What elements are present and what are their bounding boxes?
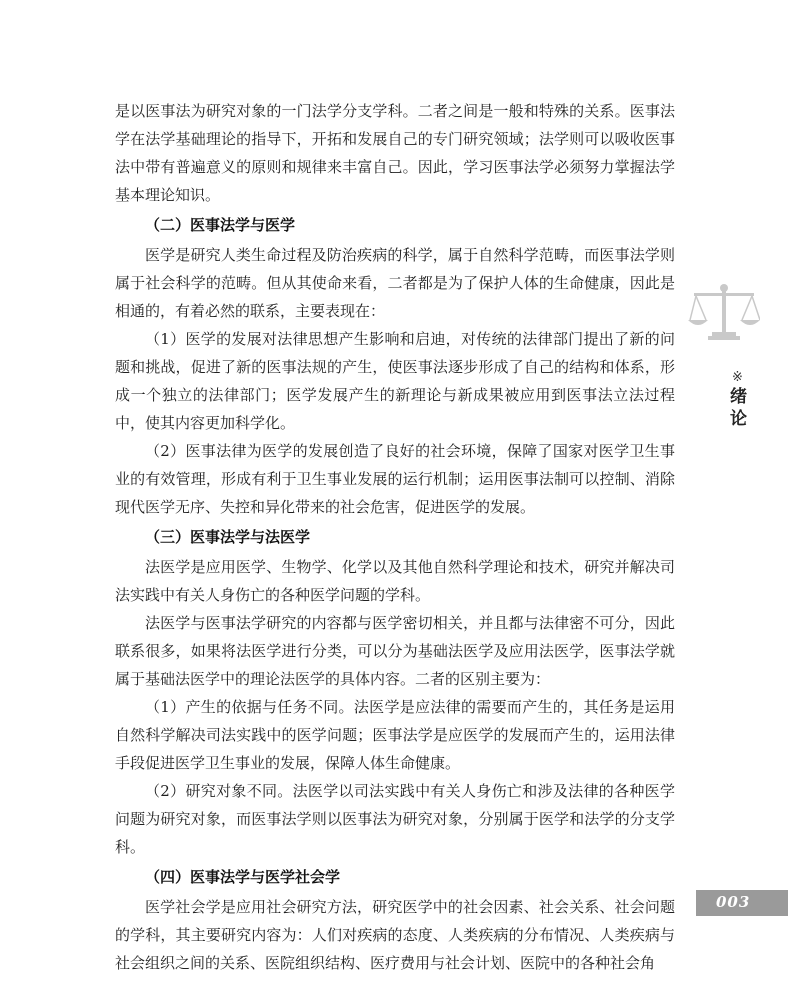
paragraph: 法医学是应用医学、生物学、化学以及其他自然科学理论和技术，研究并解决司法实践中有关人身伤亡的各种医学问题的学科。: [115, 558, 675, 604]
chapter-marker: ※: [732, 370, 743, 385]
paragraph: （1）产生的依据与任务不同。法医学是应法律的需要而产生的，其任务是运用自然科学解决司法实践中的医学问题；医事法学是应医学的发展而产生的，运用法律手段促进医学卫生事业的发展，保障人体生命健康。: [115, 698, 675, 772]
paragraph: （1）医学的发展对法律思想产生影响和启迪，对传统的法律部门提出了新的问题和挑战，促进了新的医事法规的产生，使医事法逐步形成了自己的结构和体系，形成一个独立的法律部门；医学发展产生的新理论与新成果被应用到医事法立法过程中，使其内容更加科学化。: [115, 330, 675, 432]
paragraph: （2）研究对象不同。法医学以司法实践中有关人身伤亡和涉及法律的各种医学问题为研究对象，而医事法学则以医事法为研究对象，分别属于医学和法学的分支学科。: [115, 782, 675, 856]
section-heading: （四）医事法学与医学社会学: [145, 868, 341, 886]
page-content: [115, 97, 675, 977]
chapter-side-tab: [688, 270, 788, 460]
section-heading: （三）医事法学与法医学: [145, 528, 311, 546]
paragraph: 是以医事法为研究对象的一门法学分支学科。二者之间是一般和特殊的关系。医事法学在法学基础理论的指导下，开拓和发展自己的专门研究领域；法学则可以吸收医事法中带有普遍意义的原则和规律来丰富自己。因此，学习医事法学必须努力掌握法学基本理论知识。: [115, 102, 675, 204]
chapter-title-vertical: 绪论: [730, 387, 747, 429]
paragraph: 法医学与医事法学研究的内容都与医学密切相关，并且都与法律密不可分，因此联系很多，如果将法医学进行分类，可以分为基础法医学及应用法医学，医事法学就属于基础法医学中的理论法医学的具体内容。二者的区别主要为：: [115, 614, 675, 688]
scales-of-justice-icon: [688, 282, 760, 344]
page-number-tab: [696, 890, 788, 916]
paragraph: 医学社会学是应用社会研究方法，研究医学中的社会因素、社会关系、社会问题的学科，其主要研究内容为：人们对疾病的态度、人类疾病的分布情况、人类疾病与社会组织之间的关系、医院组织结构、医疗费用与社会计划、医院中的各种社会角: [115, 898, 675, 972]
section-heading: （二）医事法学与医学: [145, 216, 296, 234]
page-number: 003: [716, 893, 751, 911]
paragraph: （2）医事法律为医学的发展创造了良好的社会环境，保障了国家对医学卫生事业的有效管理，形成有利于卫生事业发展的运行机制；运用医事法制可以控制、消除现代医学无序、失控和异化带来的社会危害，促进医学的发展。: [115, 442, 675, 516]
paragraph: 医学是研究人类生命过程及防治疾病的科学，属于自然科学范畴，而医事法学则属于社会科学的范畴。但从其使命来看，二者都是为了保护人体的生命健康，因此是相通的，有着必然的联系，主要表现在：: [115, 246, 675, 320]
